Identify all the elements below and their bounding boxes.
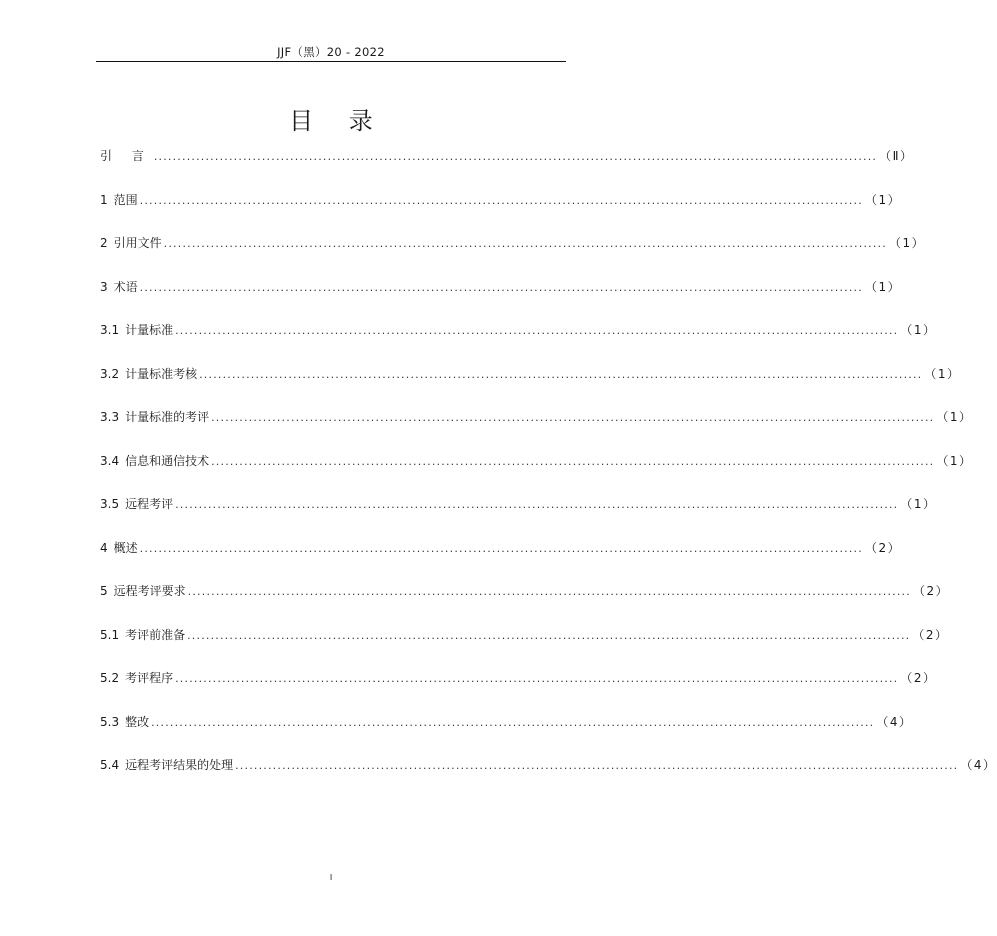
toc-entry-3-4[interactable]	[100, 450, 973, 472]
toc-leader-dots: ..........................................................................................................................................................	[163, 237, 887, 250]
toc-entry-number: 4	[100, 540, 108, 555]
toc-entry-label: 概述	[113, 540, 138, 555]
toc-entry-label: 范围	[113, 192, 138, 207]
page-footer	[0, 872, 662, 884]
toc-entry-page: （4）	[960, 758, 997, 772]
toc-leader-dots: ..........................................................................................................................................................	[211, 411, 935, 424]
toc-leader-dots: ..........................................................................................................................................................	[139, 280, 863, 294]
toc-entry-page: （1）	[936, 410, 973, 424]
toc-leader-dots: ..........................................................................................................................................................	[187, 628, 911, 642]
toc-leader-dots: ..........................................................................................................................................................	[175, 498, 899, 511]
toc-entry-page: （Ⅱ）	[879, 149, 914, 163]
page-number: I	[329, 873, 333, 882]
toc-entry-preface[interactable]	[100, 145, 914, 167]
toc-entry-5-3[interactable]	[100, 711, 913, 733]
toc-entry-3-5[interactable]	[100, 493, 937, 515]
toc-entry-page: （2）	[864, 540, 902, 555]
toc-entry-2[interactable]	[100, 232, 926, 254]
toc-entry-number: 2	[100, 236, 108, 250]
toc-entry-page: （1）	[924, 366, 961, 381]
toc-entry-page: （1）	[888, 236, 926, 250]
toc-entry-number: 5	[100, 584, 108, 598]
toc-entry-page: （4）	[876, 714, 913, 729]
toc-entry-page: （1）	[900, 323, 937, 337]
toc-entry-label: 远程考评	[125, 497, 174, 511]
toc-leader-dots: ..........................................................................................................................................................	[151, 715, 875, 729]
toc-entry-number: 1	[100, 192, 108, 207]
toc-entry-3-1[interactable]	[100, 319, 937, 341]
toc-entry-number: 3.1	[100, 323, 120, 337]
toc-entry-page: （1）	[936, 453, 973, 468]
toc-entry-number: 5.1	[100, 627, 120, 642]
toc-entry-1[interactable]	[100, 189, 902, 211]
toc-leader-dots: ..........................................................................................................................................................	[187, 585, 911, 598]
toc-entry-page: （1）	[864, 279, 902, 294]
toc-entry-number: 3	[100, 279, 108, 294]
toc-entry-label: 术语	[113, 279, 138, 294]
toc-title: 目 录	[289, 107, 387, 135]
toc-leader-dots: ..........................................................................................................................................................	[153, 150, 878, 163]
toc-entry-5-4[interactable]	[100, 754, 997, 776]
toc-entry-5-1[interactable]	[100, 624, 949, 646]
toc-entry-label: 考评程序	[125, 671, 174, 685]
toc-entry-number: 3.4	[100, 453, 120, 468]
page-header	[96, 44, 566, 62]
toc-leader-dots: ..........................................................................................................................................................	[211, 454, 935, 468]
toc-leader-dots: ..........................................................................................................................................................	[199, 367, 923, 381]
toc-entry-number: 3.3	[100, 410, 120, 424]
toc-entry-number: 5.3	[100, 714, 120, 729]
toc-entry-5[interactable]	[100, 580, 950, 602]
toc-entry-label: 远程考评结果的处理	[125, 758, 234, 772]
toc-entry-4[interactable]	[100, 537, 902, 559]
toc-entry-label: 计量标准	[125, 323, 174, 337]
toc-entry-label: 整改	[125, 714, 150, 729]
toc-entry-label: 计量标准的考评	[125, 410, 210, 424]
toc-leader-dots: ..........................................................................................................................................................	[175, 672, 899, 685]
toc-leader-dots: ..........................................................................................................................................................	[139, 193, 863, 207]
toc-entry-label: 考评前准备	[125, 627, 186, 642]
toc-entry-number: 3.2	[100, 366, 120, 381]
toc-entry-3-2[interactable]	[100, 363, 961, 385]
toc-entry-number: 5.4	[100, 758, 120, 772]
toc-entry-5-2[interactable]	[100, 667, 937, 689]
toc-entry-page: （1）	[864, 192, 902, 207]
toc-entry-label: 引用文件	[113, 236, 162, 250]
toc-entry-page: （2）	[912, 627, 949, 642]
toc-entry-3[interactable]	[100, 276, 902, 298]
toc-entry-3-3[interactable]	[100, 406, 973, 428]
toc-entry-label: 引 言	[100, 149, 152, 163]
toc-leader-dots: ..........................................................................................................................................................	[139, 541, 863, 555]
toc-entry-page: （1）	[900, 497, 937, 511]
toc-leader-dots: ..........................................................................................................................................................	[175, 324, 899, 337]
toc-entry-label: 远程考评要求	[113, 584, 186, 598]
toc-entry-number: 5.2	[100, 671, 120, 685]
toc-leader-dots: ..........................................................................................................................................................	[235, 759, 959, 772]
toc-entry-page: （2）	[900, 671, 937, 685]
toc-entry-label: 信息和通信技术	[125, 453, 210, 468]
document-number: JJF（黑）20 - 2022	[277, 45, 385, 59]
toc-entry-number: 3.5	[100, 497, 120, 511]
toc-entry-page: （2）	[912, 584, 950, 598]
toc-entry-label: 计量标准考核	[125, 366, 198, 381]
